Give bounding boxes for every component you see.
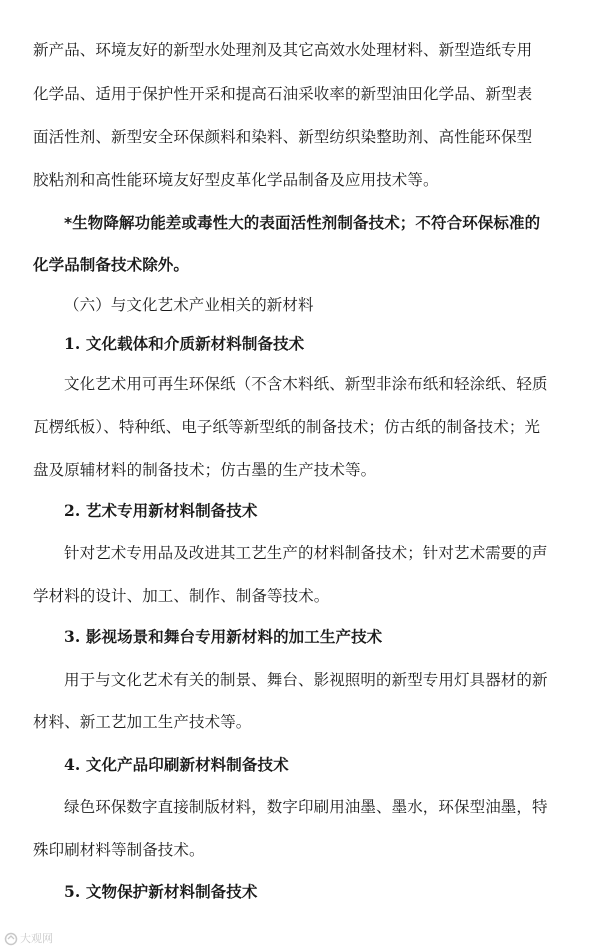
- logo-icon: [4, 932, 18, 946]
- watermark-text: 大观网: [20, 932, 53, 945]
- body-line: 学材料的设计、加工、制作、制备等技术。: [33, 587, 330, 605]
- body-line: 化学品、适用于保护性开采和提高石油采收率的新型油田化学品、新型表: [33, 85, 533, 103]
- subsection-heading: 3. 影视场景和舞台专用新材料的加工生产技术: [64, 627, 383, 646]
- subsection-heading: 5. 文物保护新材料制备技术: [64, 882, 258, 901]
- body-line: 殊印刷材料等制备技术。: [33, 841, 205, 859]
- exclusion-note-line: *生物降解功能差或毒性大的表面活性剂制备技术；不符合环保标准的: [64, 214, 541, 232]
- body-line: 文化艺术用可再生环保纸（不含木料纸、新型非涂布纸和轻涂纸、轻质: [64, 375, 548, 393]
- subsection-heading: 4. 文化产品印刷新材料制备技术: [64, 755, 289, 774]
- watermark: [4, 932, 53, 946]
- body-line: 新产品、环境友好的新型水处理剂及其它高效水处理材料、新型造纸专用: [33, 41, 533, 59]
- body-line: 针对艺术专用品及改进其工艺生产的材料制备技术；针对艺术需要的声: [64, 544, 548, 562]
- subsection-heading: 2. 艺术专用新材料制备技术: [64, 501, 258, 520]
- body-line: 盘及原辅材料的制备技术；仿古墨的生产技术等。: [33, 461, 377, 479]
- body-line: 瓦楞纸板）、特种纸、电子纸等新型纸的制备技术；仿古纸的制备技术；光: [33, 418, 541, 436]
- body-line: 材料、新工艺加工生产技术等。: [33, 713, 252, 731]
- body-line: 胶粘剂和高性能环境友好型皮革化学品制备及应用技术等。: [33, 171, 439, 189]
- body-line: 用于与文化艺术有关的制景、舞台、影视照明的新型专用灯具器材的新: [64, 671, 548, 689]
- subsection-heading: 1. 文化载体和介质新材料制备技术: [64, 334, 305, 353]
- body-line: 面活性剂、新型安全环保颜料和染料、新型纺织染整助剂、高性能环保型: [33, 128, 533, 146]
- body-line: 绿色环保数字直接制版材料，数字印刷用油墨、墨水，环保型油墨，特: [64, 798, 548, 816]
- section-heading: （六）与文化艺术产业相关的新材料: [64, 296, 314, 314]
- exclusion-note-line: 化学品制备技术除外。: [33, 256, 190, 274]
